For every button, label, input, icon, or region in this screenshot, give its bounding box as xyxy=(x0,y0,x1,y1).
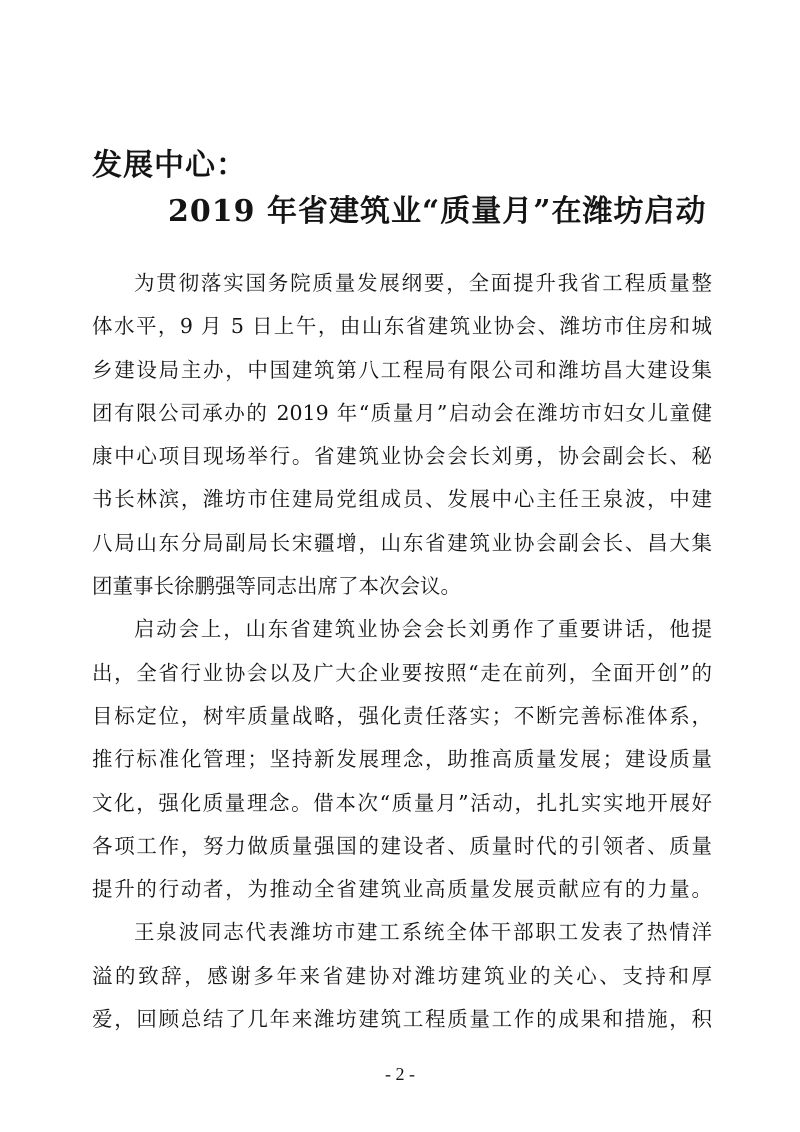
text-line: 提升的行动者，为推动全省建筑业高质量发展贡献应有的力量。 xyxy=(92,877,712,902)
text-line: 为贯彻落实国务院质量发展纲要，全面提升我省工程质量整 xyxy=(134,271,712,295)
text-line: 出，全省行业协会以及广大企业要按照“走在前列，全面开创”的 xyxy=(92,660,712,685)
title-line-2: 2019 年省建筑业“质量月”在潍坊启动 xyxy=(168,194,707,229)
text-line: 文化，强化质量理念。借本次“质量月”活动，扎扎实实地开展好 xyxy=(92,790,712,815)
text-line: 启动会上，山东省建筑业协会会长刘勇作了重要讲话，他提 xyxy=(134,617,712,642)
text-line: 体水平，9 月 5 日上午，由山东省建筑业协会、潍坊市住房和城 xyxy=(92,314,712,339)
article-body xyxy=(92,262,712,1041)
text-line: 乡建设局主办，中国建筑第八工程局有限公司和潍坊昌大建设集 xyxy=(92,357,712,382)
text-line: 各项工作，努力做质量强国的建设者、质量时代的引领者、质量 xyxy=(92,833,712,858)
text-line: 推行标准化管理；坚持新发展理念，助推高质量发展；建设质量 xyxy=(92,747,712,772)
text-line: 爱，回顾总结了几年来潍坊建筑工程质量工作的成果和措施，积 xyxy=(92,1007,712,1032)
text-line: 溢的致辞，感谢多年来省建协对潍坊建筑业的关心、支持和厚 xyxy=(92,963,712,988)
page-number: - 2 - xyxy=(385,1064,415,1084)
text-line: 团董事长徐鹏强等同志出席了本次会议。 xyxy=(92,574,461,599)
text-line: 王泉波同志代表潍坊市建工系统全体干部职工发表了热情洋 xyxy=(134,920,712,945)
text-line: 康中心项目现场举行。省建筑业协会会长刘勇，协会副会长、秘 xyxy=(92,444,712,469)
text-line: 团有限公司承办的 2019 年“质量月”启动会在潍坊市妇女儿童健 xyxy=(92,400,712,425)
title-line-1: 发展中心： xyxy=(92,148,247,183)
text-line: 目标定位，树牢质量战略，强化责任落实；不断完善标准体系， xyxy=(92,703,712,728)
text-line: 书长林滨，潍坊市住建局党组成员、发展中心主任王泉波，中建 xyxy=(92,487,712,512)
text-line: 八局山东分局副局长宋疆增，山东省建筑业协会副会长、昌大集 xyxy=(92,530,712,555)
